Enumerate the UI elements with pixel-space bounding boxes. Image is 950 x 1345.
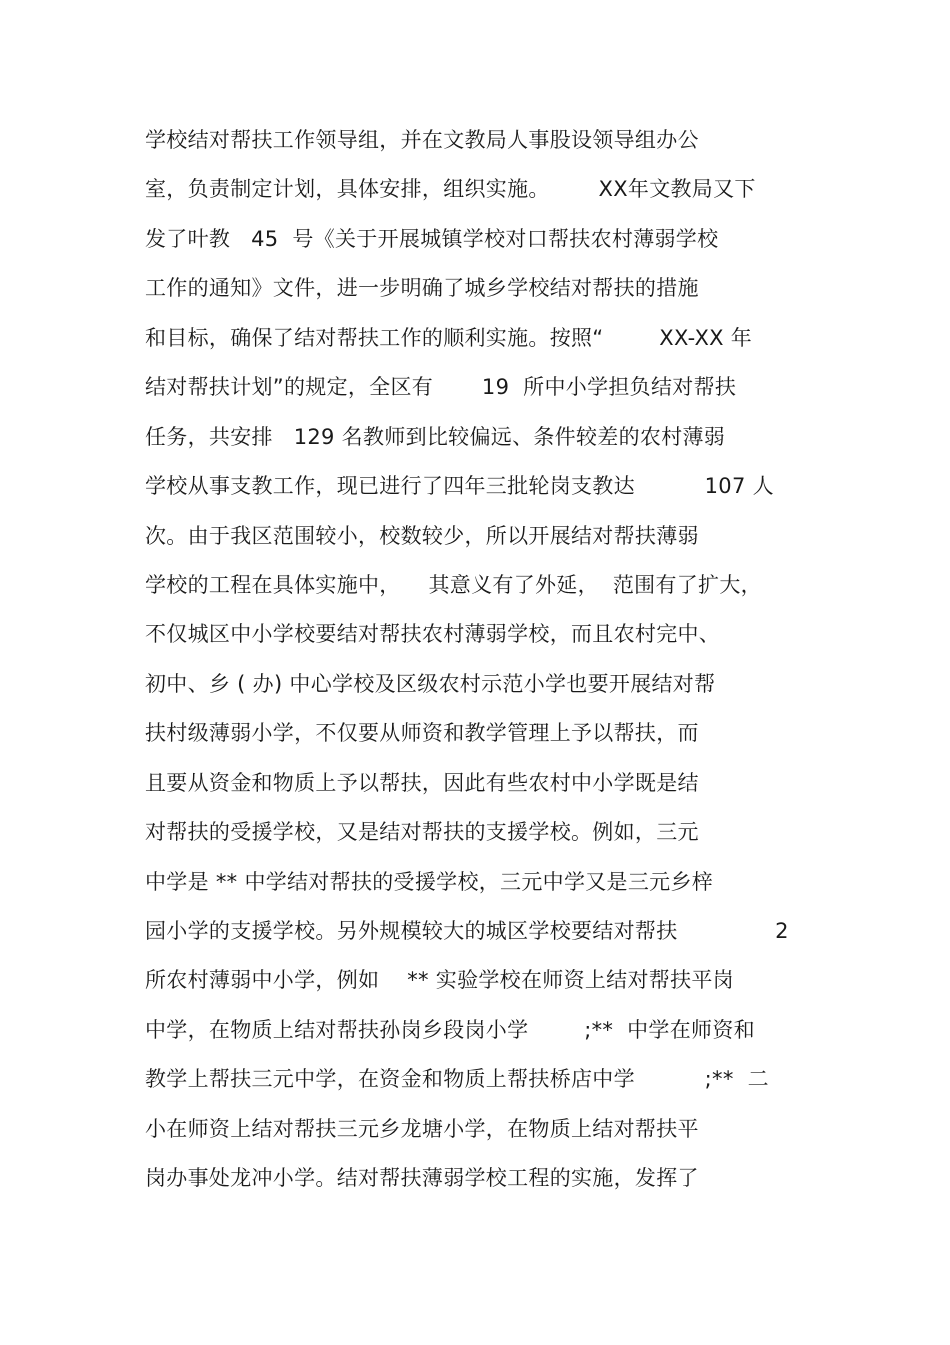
text-line: 教学上帮扶三元中学，在资金和物质上帮扶桥店中学 ;** 二 <box>145 1067 769 1092</box>
text-line: 工作的通知》文件，进一步明确了城乡学校结对帮扶的措施 <box>145 276 699 301</box>
text-line: 结对帮扶计划”的规定，全区有 19 所中小学担负结对帮扶 <box>145 375 737 400</box>
text-line: 对帮扶的受援学校，又是结对帮扶的支援学校。例如，三元 <box>145 820 699 845</box>
text-line: 且要从资金和物质上予以帮扶，因此有些农村中小学既是结 <box>145 770 699 795</box>
text-line: 室，负责制定计划，具体安排，组织实施。 XX年文教局又下 <box>145 177 756 202</box>
text-line: 小在师资上结对帮扶三元乡龙塘小学，在物质上结对帮扶平 <box>145 1116 699 1141</box>
text-line: 次。由于我区范围较小，校数较少，所以开展结对帮扶薄弱 <box>145 523 699 548</box>
text-line: 扶村级薄弱小学，不仅要从师资和教学管理上予以帮扶，而 <box>145 721 699 746</box>
text-line: 所农村薄弱中小学，例如 ** 实验学校在师资上结对帮扶平岗 <box>145 968 734 993</box>
text-line: 园小学的支援学校。另外规模较大的城区学校要结对帮扶 2 <box>145 919 789 943</box>
text-line: 发了叶教 45 号《关于开展城镇学校对口帮扶农村薄弱学校 <box>145 226 719 251</box>
text-line: 学校从事支教工作，现已进行了四年三批轮岗支教达 107 人 <box>145 474 774 499</box>
text-line: 岗办事处龙冲小学。结对帮扶薄弱学校工程的实施，发挥了 <box>145 1166 699 1191</box>
text-line: 不仅城区中小学校要结对帮扶农村薄弱学校，而且农村完中、 <box>145 622 721 647</box>
text-line: 初中、乡 ( 办) 中心学校及区级农村示范小学也要开展结对帮 <box>145 671 716 696</box>
text-line: 中学，在物质上结对帮扶孙岗乡段岗小学 ;** 中学在师资和 <box>145 1017 755 1042</box>
text-line: 和目标，确保了结对帮扶工作的顺利实施。按照“ XX-XX 年 <box>145 325 753 350</box>
text-line: 任务，共安排 129 名教师到比较偏远、条件较差的农村薄弱 <box>145 424 726 449</box>
text-line: 学校的工程在具体实施中， 其意义有了外延， 范围有了扩大， <box>145 572 762 597</box>
text-line: 学校结对帮扶工作领导组，并在文教局人事股设领导组办公 <box>145 128 699 152</box>
text-line: 中学是 ** 中学结对帮扶的受援学校，三元中学又是三元乡梓 <box>145 869 714 894</box>
body-text <box>145 122 810 1210</box>
